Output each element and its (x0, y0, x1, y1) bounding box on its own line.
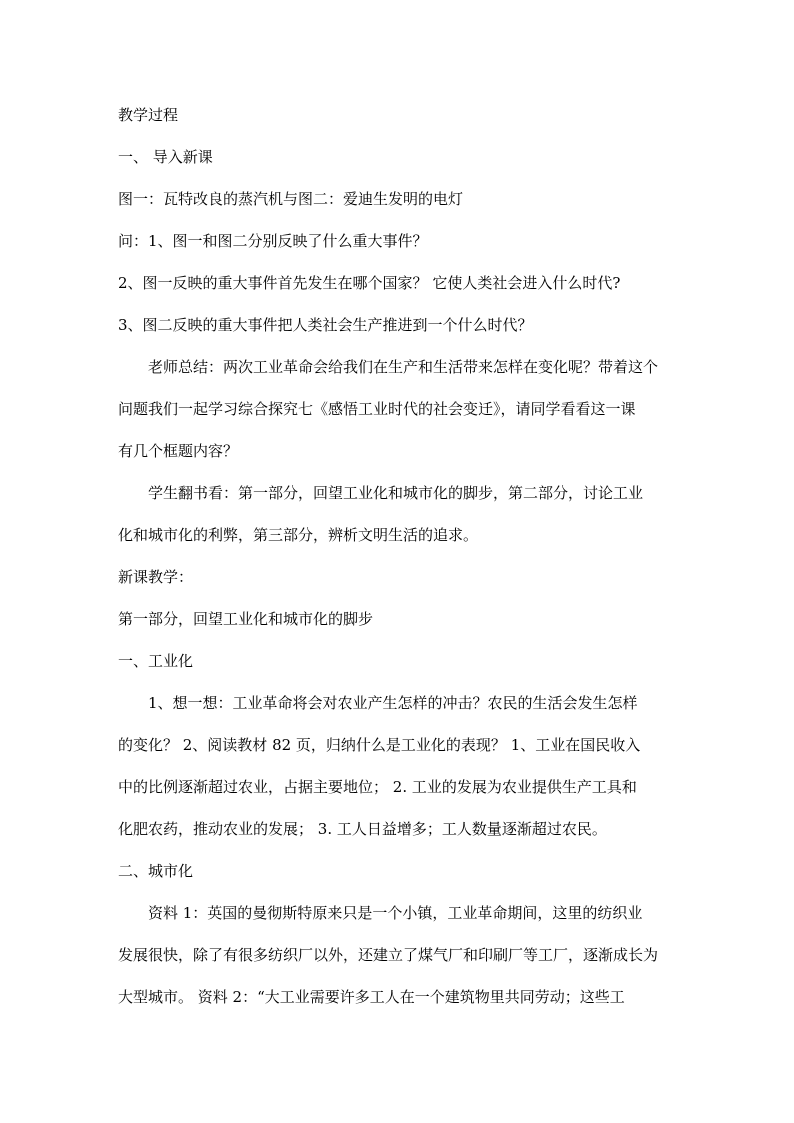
section-title: 教学过程 (118, 106, 179, 124)
paragraph-line: 大型城市。 资料 2：“大工业需要许多工人在一个建筑物里共同劳动；这些工 (118, 988, 625, 1006)
paragraph-line: 学生翻书看：第一部分，回望工业化和城市化的脚步，第二部分，讨论工业 (148, 484, 644, 502)
paragraph-line: 中的比例逐渐超过农业，占据主要地位； 2. 工业的发展为农业提供生产工具和 (118, 778, 637, 796)
paragraph-line: 问题我们一起学习综合探究七《感悟工业时代的社会变迁》，请同学看看这一课 (118, 400, 636, 418)
paragraph-line: 老师总结：两次工业革命会给我们在生产和生活带来怎样在变化呢？带着这个 (148, 358, 659, 376)
text-line: 图一：瓦特改良的蒸汽机与图二：爱迪生发明的电灯 (118, 190, 464, 208)
question-line: 2、图一反映的重大事件首先发生在哪个国家？ 它使人类社会进入什么时代? (118, 274, 621, 292)
heading-intro: 一、 导入新课 (118, 148, 213, 166)
paragraph-line: 的变化？ 2、阅读教材 82 页，归纳什么是工业化的表现？ 1、工业在国民收入 (118, 736, 641, 754)
heading-industrialization: 一、工业化 (118, 652, 194, 670)
heading-urbanization: 二、城市化 (118, 862, 194, 880)
heading-new-lesson: 新课教学： (118, 568, 194, 586)
paragraph-line: 资料 1：英国的曼彻斯特原来只是一个小镇，工业革命期间，这里的纺织业 (148, 904, 643, 922)
question-line: 3、图二反映的重大事件把人类社会生产推进到一个什么时代？ (118, 316, 533, 334)
paragraph-line: 化和城市化的利弊，第三部分，辨析文明生活的追求。 (118, 526, 479, 544)
paragraph-line: 化肥农药，推动农业的发展； 3. 工人日益增多；工人数量逐渐超过农民。 (118, 820, 607, 838)
paragraph-line: 1、想一想：工业革命将会对农业产生怎样的冲击？农民的生活会发生怎样 (148, 694, 638, 712)
question-line: 问：1、图一和图二分别反映了什么重大事件？ (118, 232, 428, 250)
heading-part-one: 第一部分，回望工业化和城市化的脚步 (118, 610, 374, 628)
paragraph-line: 有几个框题内容？ (118, 442, 239, 460)
paragraph-line: 发展很快，除了有很多纺织厂以外，还建立了煤气厂和印刷厂等工厂，逐渐成长为 (118, 946, 659, 964)
